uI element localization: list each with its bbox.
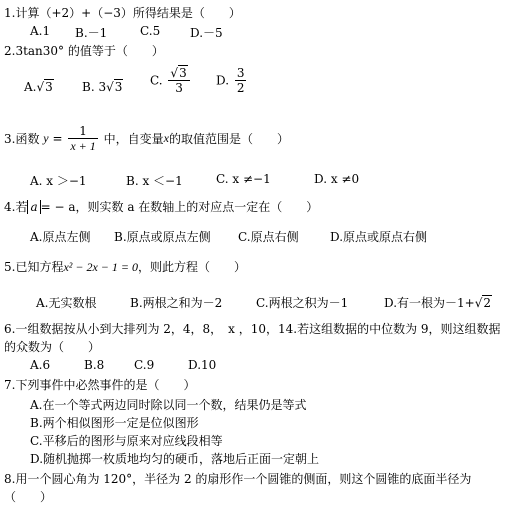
question-5-stem: 5.已知方程x² − 2x − 1 = 0，则此方程（ ） xyxy=(4,260,247,274)
question-6-option-c: C.9 xyxy=(134,358,155,372)
question-4-stem: 4.若 a = − a，则实数 a 在数轴上的对应点一定在（ ） xyxy=(4,200,319,214)
question-8-stem-line1: 8.用一个圆心角为 120°，半径为 2 的扇形作一个圆锥的侧面，则这个圆锥的底面半径为 xyxy=(4,472,472,486)
question-4-option-a: A.原点左侧 xyxy=(30,230,91,244)
question-1-option-a: A.1 xyxy=(30,24,51,38)
question-2-option-d: D. $\frac{3}{2}$ xyxy=(216,66,245,95)
question-2-stem: 2.3tan30° 的值等于（ ） xyxy=(4,44,164,58)
question-1-option-d: D.－5 xyxy=(190,26,223,40)
question-7-option-a: A.在一个等式两边同时除以同一个数，结果仍是等式 xyxy=(30,398,307,412)
question-7-option-d: D.随机抛掷一枚质地均匀的硬币，落地后正面一定朝上 xyxy=(30,452,320,466)
question-5-option-c: C.两根之积为－1 xyxy=(256,296,349,310)
question-6-stem-line1: 6.一组数据按从小到大排列为 2，4，8， x ，10，14.若这组数据的中位数为 9，则这组数据 xyxy=(4,322,501,336)
question-5-option-d: D.有一根为－1+√2 xyxy=(384,296,491,310)
question-1-option-c: C.5 xyxy=(140,24,161,38)
fraction: $\frac{3}{2}$ xyxy=(236,66,245,95)
question-3-stem: 3.函数 y = $\frac{1}{x + 1}$ 中，自变量x的取值范围是（ ） xyxy=(4,124,289,153)
sqrt-symbol: √3 xyxy=(36,80,53,94)
question-3-option-d: D. x ≠0 xyxy=(314,172,360,186)
question-4-option-b: B.原点或原点左侧 xyxy=(114,230,211,244)
question-3-option-a: A. x ＞−1 xyxy=(30,174,87,188)
question-1-option-b: B.－1 xyxy=(75,26,108,40)
fraction: $\frac{√3}{3}$ xyxy=(168,66,189,95)
question-1-stem: 1.计算（+2）+（−3）所得结果是（ ） xyxy=(4,6,241,20)
question-4-option-c: C.原点右侧 xyxy=(238,230,299,244)
question-6-option-b: B.8 xyxy=(84,358,105,372)
question-5-option-a: A.无实数根 xyxy=(36,296,97,310)
question-4-option-d: D.原点或原点右侧 xyxy=(330,230,428,244)
question-8-stem-line2: （ ） xyxy=(4,490,53,504)
question-2-option-b: B. 3√3 xyxy=(82,80,123,94)
question-7-stem: 7.下列事件中必然事件的是（ ） xyxy=(4,378,196,392)
question-7-option-c: C.平移后的图形与原来对应线段相等 xyxy=(30,434,223,448)
question-2-option-c: C. $\frac{√3}{3}$ xyxy=(150,66,192,95)
fraction: $\frac{1}{x + 1}$ xyxy=(70,124,96,153)
sqrt-symbol: √3 xyxy=(106,80,123,94)
sqrt-symbol: √2 xyxy=(474,296,491,310)
question-6-option-d: D.10 xyxy=(188,358,217,372)
question-5-option-b: B.两根之和为－2 xyxy=(130,296,223,310)
question-2-option-a: A.√3 xyxy=(24,80,53,94)
question-6-stem-line2: 的众数为（ ） xyxy=(4,340,101,354)
question-3-option-c: C. x ≠−1 xyxy=(216,172,271,186)
question-3-option-b: B. x ＜−1 xyxy=(126,174,183,188)
absolute-value: a xyxy=(27,200,40,214)
question-6-option-a: A.6 xyxy=(30,358,51,372)
equation: x² − 2x − 1 = 0 xyxy=(63,260,138,274)
question-7-option-b: B.两个相似图形一定是位似图形 xyxy=(30,416,199,430)
